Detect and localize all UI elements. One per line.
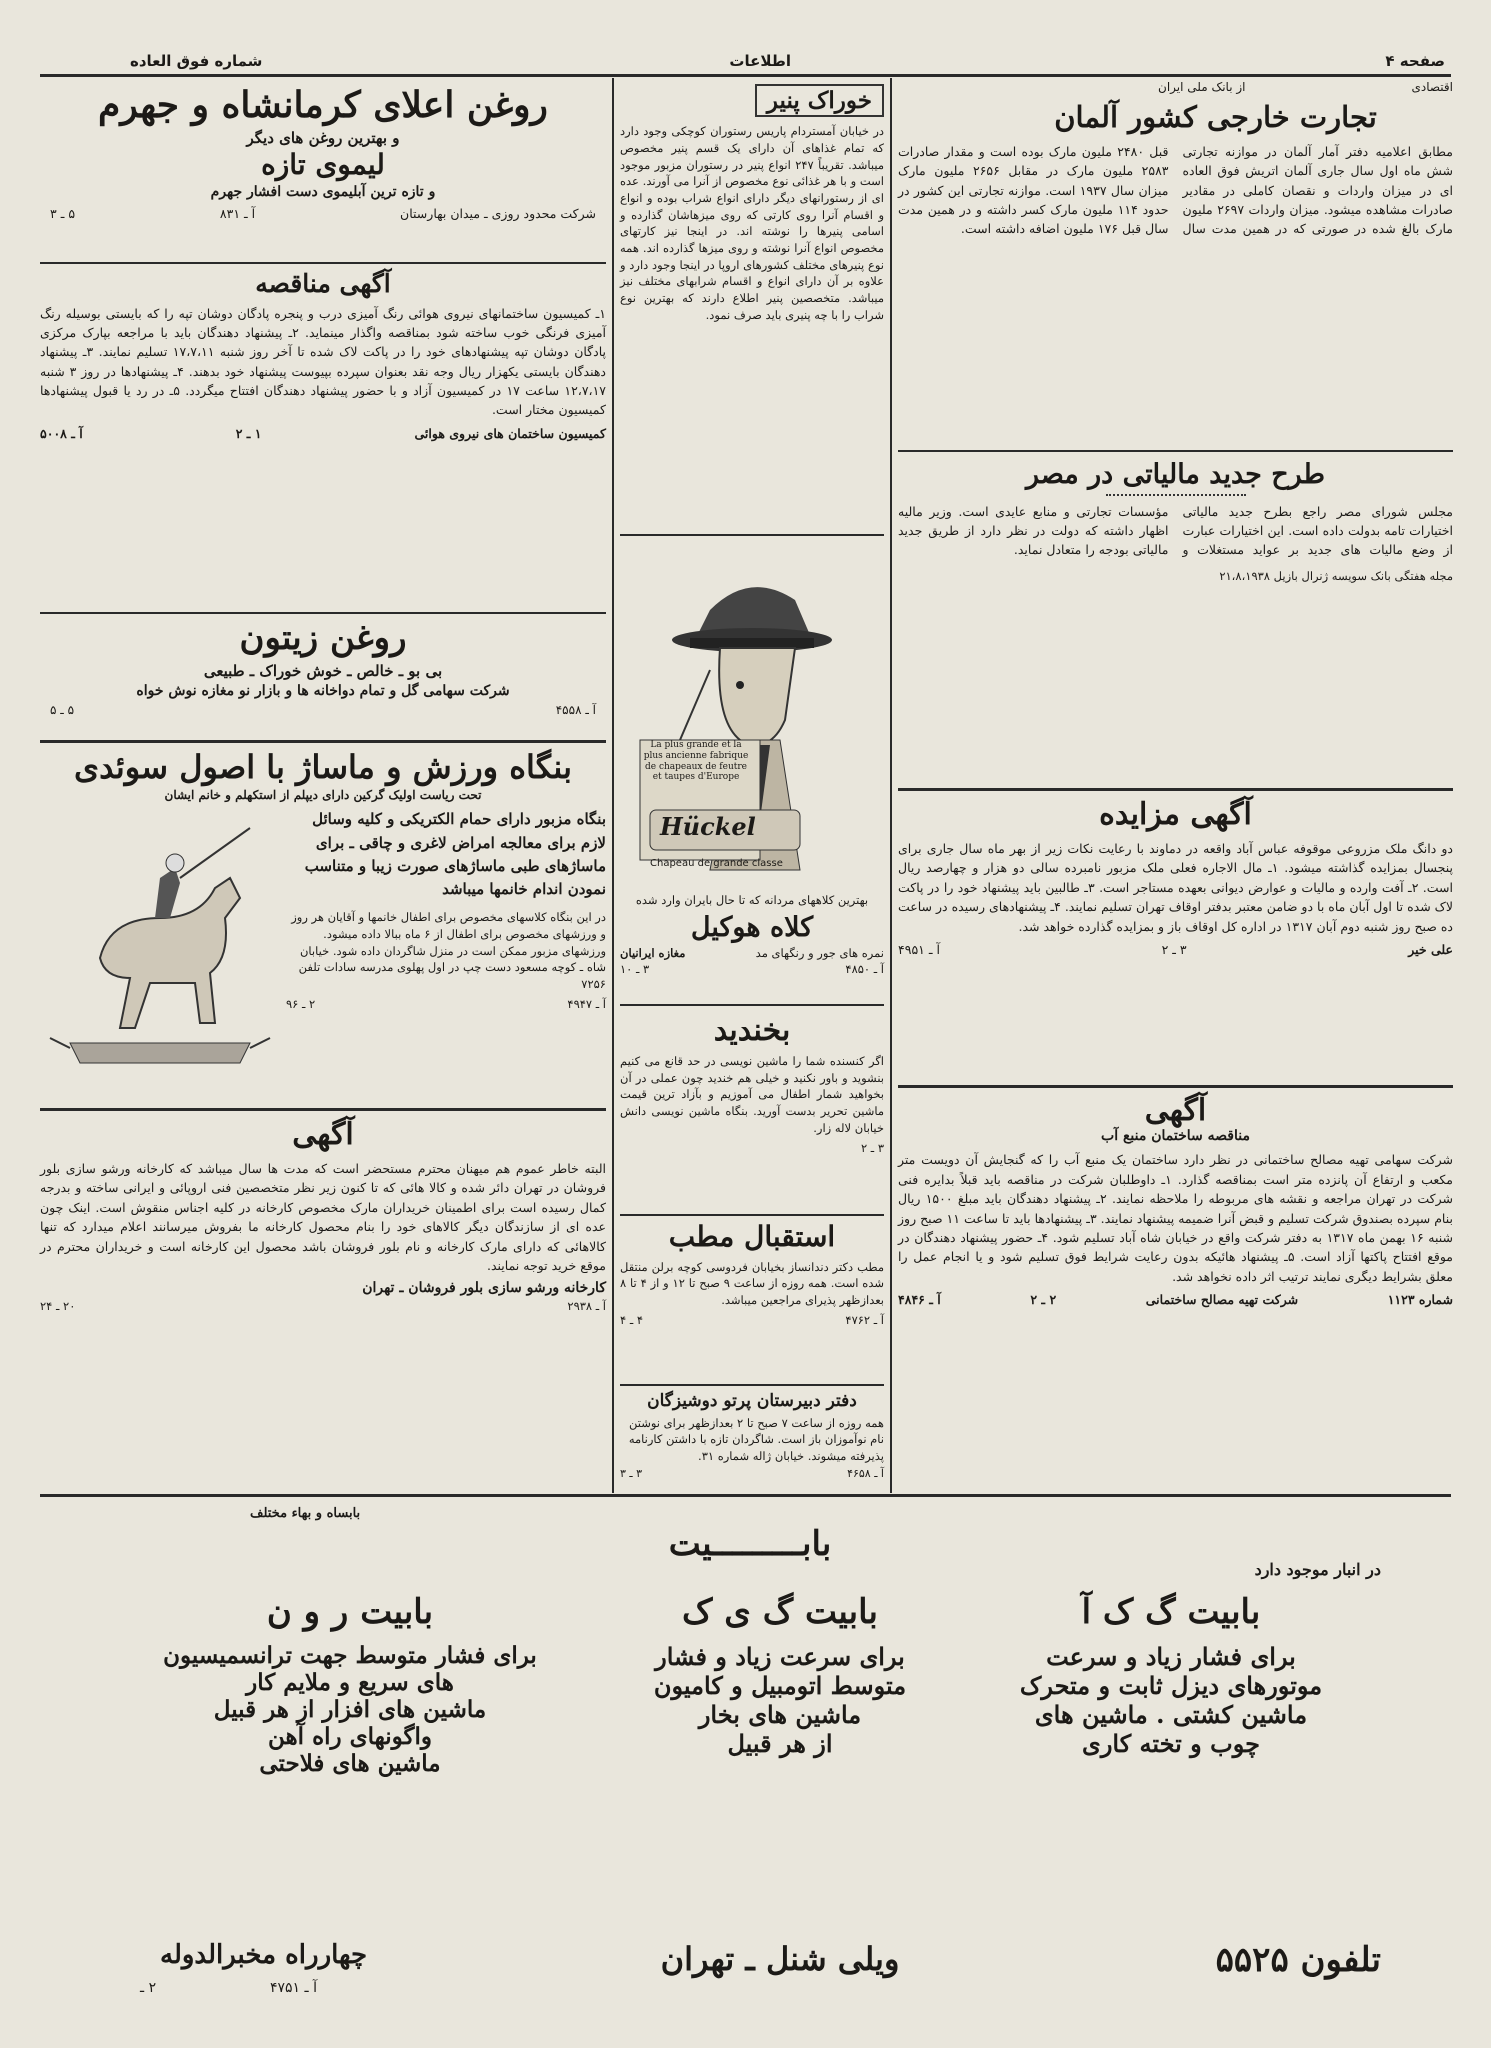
auction-title: آگهی مزایده bbox=[1099, 797, 1252, 832]
notice-body: شرکت سهامی تهیه مصالح ساختمانی در نظر دارد ساختمان یک منبع آب را که گنجایش آن دویست متر مکعب و ارتفاع آن پانزده متر است بمناقصه گذارد. ۱ـ داوطلبان شرکت در مناقصه باید قبلاً بدایره فنی شرکت در تهران مراجعه و نقشه های مربوطه را ملاحظه نمایند. ۲ـ پیشنهاد دهندگان باید مبلغ ۱۵۰۰ ریال بنام سپرده بصندوق شرکت تسلیم و قبض آنرا ضمیمه پیشنهاد نمایند. ۳ـ پیشنهادها باید تا ساعت ۱۱ صبح روز شنبه ۱۶ بهمن ماه ۱۳۱۷ به دفتر شرکت واقع در خیابان شاه آباد تسلیم شود. ۴ـ حضور پیشنهاد دهندگان در موقع افتتاح پاکتها آزاد است. ۵ـ پیشنهاد هائیکه بدون رعایت شرایط فوق تسلیم شود و یا انجام عمل را معلق بشرایط دیگری نمایند ترتیب اثر داده نخواهد شد. bbox=[898, 1152, 1454, 1284]
babbitt-mid-line: متوسط اتومبیل و کامیون bbox=[653, 1671, 907, 1700]
babbitt-left-line: ماشین های افزار از هر قبیل bbox=[213, 1696, 487, 1723]
oil-reference: آ ـ ۸۳۱ bbox=[219, 206, 256, 222]
gym-ad bbox=[40, 746, 606, 1106]
babbitt-number: ۲ ـ bbox=[140, 1980, 157, 1996]
notice-title: آگهی bbox=[1144, 1093, 1207, 1128]
column-rule-left bbox=[612, 78, 614, 1493]
crystal-notice-body: البته خاطر عموم هم میهنان محترم مستحضر است که مدت ها سال میباشد که کارخانه ورشو سازی بلور فروشان در تهران دائر شده و کالا هائی که تا کنون زیر نظر متخصصین فنی اروپائی و ایرانی ساخته و بدرجه کمال رسیده است برای اطمینان خریداران مارک مخصوص کارخانه در کلیه اجناس منقوش است. اینک چون عده ای از سازندگان دیگر کالاهای خود را بنام محصول کارخانه ما بفروش میرسانند اعلام میدارد که تنها کالاهائی که دارای مارک کارخانه و نام بلور فروشان باشد محصول این کارخانه است و خریداران محترم در موقع خرید توجه نمایند. bbox=[40, 1161, 606, 1273]
oil-number: ۵ ـ ۳ bbox=[50, 206, 76, 222]
babbitt-headline: بابـــــــــیت bbox=[668, 1524, 832, 1564]
tender-reference: آ ـ ۵۰۰۸ bbox=[40, 425, 83, 441]
article-body-2: مجلس شورای مصر راجع بطرح جدید مالیاتی اختیارات تامه بدولت داده است. این اختیارات عبارت از وضع مالیات های جدید بر عواید مستغلات و مؤسسات تجارتی و منابع عایدی است. وزیر مالیه اظهار داشته که دولت در نظر دارد از طریق جدید مالیاتی بودجه را متعادل نماید. bbox=[898, 503, 1453, 558]
section-kicker: اقتصادی bbox=[1411, 80, 1453, 94]
gym-number: ۲ ـ ۹۶ bbox=[286, 996, 316, 1011]
gym-title: بنگاه ورزش و ماساژ با اصول سوئدی bbox=[74, 748, 572, 786]
economy-section bbox=[898, 80, 1453, 440]
water-tank-tender bbox=[898, 1092, 1453, 1492]
school-ad bbox=[620, 1390, 884, 1490]
cheese-body: در خیابان آمستردام پاریس رستوران کوچکی وجود دارد که تمام غذاهای آن دارای یک قسم پنیر مخصوص میباشد. تقریباً ۲۴۷ انواع پنیر در رستوران مزبور موجود است و با هر غذائی نوع مخصوص از آنرا می آورند. عده ای از رستورانهای دیگر دارای انواع شراب بوده و انواع و اقسام آنرا روی کارتی که روی میزهاشان گذارده و اسامی پنیرها را نوشته اند. در اینجا نیز کارتهای مخصوص انواع آنرا نوشته و روی میزها گذارده اند. همه نوع پنیرهای مختلف کشورهای اروپا در اینجا وجود دارد و علاوه بر آن دارای انواع و اقسام شرابهای مختلف نیز میباشد. متخصصین پنیر اطلاع دارند که بهترین نوع شراب را با چه پنیری باید صرف نمود. bbox=[620, 124, 884, 322]
crystal-notice-title: آگهی bbox=[292, 1117, 354, 1152]
dotted-divider bbox=[1106, 494, 1246, 496]
hat-text: بهترین کلاههای مردانه که تا حال بایران وارد شده bbox=[635, 893, 869, 907]
horse-rider-illustration bbox=[40, 808, 280, 1078]
babbitt-left-line: های سریع و ملایم کار bbox=[246, 1669, 454, 1696]
auction-number: ۳ ـ ۲ bbox=[1161, 941, 1187, 957]
divider bbox=[620, 534, 884, 536]
babbitt-column-left bbox=[130, 1592, 570, 1777]
olive-oil-ad bbox=[40, 616, 606, 738]
column-rule-right bbox=[890, 78, 892, 1493]
babbitt-phone: تلفون ۵۵۲۵ bbox=[1215, 1940, 1381, 1980]
hat-sizes: نمره های جور و رنگهای مد bbox=[755, 946, 884, 961]
masthead-rule bbox=[40, 74, 1451, 77]
gym-reference: آ ـ ۴۹۴۷ bbox=[567, 996, 606, 1011]
babbitt-left-line: ماشین های فلاحتی bbox=[259, 1750, 441, 1777]
oil-ad bbox=[40, 80, 606, 262]
hat-reference: آ ـ ۴۸۵۰ bbox=[845, 962, 884, 977]
lemon-title: لیموی تازه bbox=[261, 148, 385, 182]
babbitt-reference: آ ـ ۴۷۵۱ bbox=[270, 1980, 317, 1996]
babbitt-right-line: موتورهای دیزل ثابت و متحرک bbox=[1019, 1671, 1323, 1700]
clinic-title: استقبال مطب bbox=[668, 1220, 836, 1253]
clinic-ad bbox=[620, 1220, 884, 1380]
divider bbox=[40, 612, 606, 614]
olive-title: روغن زیتون bbox=[239, 618, 407, 658]
babbitt-address: چهارراه مخبرالدوله bbox=[160, 1940, 368, 1970]
tender-body: ۱ـ کمیسیون ساختمانهای نیروی هوائی رنگ آمیزی درب و پنجره پادگان دوشان تپه را که بایستی بوسیله رنگ آمیزی فرنگی خوب ساخته شود بمناقصه واگذار مینماید. ۲ـ پیشنهاد دهندگان باید با مراجعه بپارک مرکزی پادگان دوشان تپه پیشنهادهای خود را در پاکت لاک شده تا آخر روز شنبه ۱۷،۷،۱۱ تسلیم نمایند. ۳ـ پیشنهاد دهندگان بایستی یکهزار ریال وجه نقد بعنوان سپرده بپیوست پیشنهاد خود بدهند. ۴ـ پیشنهادها در روز ۳ شنبه ۱۲،۷،۱۷ ساعت ۱۷ در کمیسیون آزاد و با حضور پیشنهاد دهندگان افتتاح میگردد. ۵ـ در رد یا قبول پیشنهادها کمیسیون مختار است. bbox=[40, 305, 606, 418]
gym-body-2: در این بنگاه کلاسهای مخصوص برای اطفال خانمها و آقایان هر روز و ورزشهای مخصوص برای اطفال از ۶ ماه ببالا داده میشود. ورزشهای مزبور ممکن است در منزل شاگردان داده شود. خیابان شاه ـ کوچه مسعود دست چپ در اول پهلوی مدرسه سادات تلفن ۷۲۵۶ bbox=[291, 910, 606, 992]
notice-subtitle: مناقصه ساختمان منبع آب bbox=[1101, 1128, 1250, 1144]
babbitt-column-right bbox=[961, 1592, 1381, 1758]
newspaper-name: اطلاعات bbox=[729, 52, 791, 70]
corner-note: بابساه و بهاء مختلف bbox=[250, 1506, 361, 1521]
clinic-number: ۴ ـ ۴ bbox=[620, 1312, 644, 1327]
babbitt-left-line: برای فشار متوسط جهت ترانسمیسیون bbox=[163, 1642, 537, 1669]
article-title-2: طرح جدید مالیاتی در مصر bbox=[1025, 459, 1326, 490]
laugh-ad bbox=[620, 1010, 884, 1210]
clinic-reference: آ ـ ۴۷۶۲ bbox=[845, 1312, 884, 1327]
divider bbox=[898, 1085, 1453, 1088]
notice-reference: آ ـ ۴۸۴۶ bbox=[898, 1292, 941, 1308]
divider bbox=[40, 1108, 606, 1111]
tender-number: ۱ ـ ۲ bbox=[235, 425, 262, 441]
page-number: صفحه ۴ bbox=[1385, 52, 1445, 70]
gym-subtitle: تحت ریاست اولیک گرکین دارای دیپلم از استکهلم و خانم ایشان bbox=[164, 788, 482, 803]
babbitt-left-line: واگونهای راه آهن bbox=[268, 1723, 432, 1750]
babbitt-right-line: برای فشار زیاد و سرعت bbox=[1046, 1642, 1296, 1671]
school-body: همه روزه از ساعت ۷ صبح تا ۲ بعدازظهر برای نوشتن نام نوآموزان باز است. شاگردان تازه با داشتن کارنامه پذیرفته میشوند. خیابان ژاله شماره ۳۱. bbox=[628, 1415, 884, 1464]
crystal-factory-notice bbox=[40, 1114, 606, 1494]
babbitt-right-line: چوب و تخته کاری bbox=[1082, 1729, 1260, 1758]
article-body: مطابق اعلامیه دفتر آمار آلمان در موازنه تجارتی شش ماه اول سال جاری آلمان اتریش فوق العاده ای در میزان واردات و نقصان کاملی در مقادیر صادرات مشاهده میشود. میزان واردات ۲۶۹۷ ملیون مارک بالغ شده در صورتی که در همین مدت سال قبل ۲۴۸۰ ملیون مارک بوده است و مقدار صادرات ۲۵۸۳ ملیون مارک در مقابل ۲۶۵۶ ملیون مارک میزان سال ۱۹۳۷ است. موازنه تجارتی این کشور در حدود ۱۱۴ ملیون مارک کسر داشته و در همین مدت سال قبل ۱۷۶ ملیون اضافه داشته است. bbox=[898, 143, 1454, 237]
babbitt-mid-line: ماشین های بخار bbox=[698, 1700, 862, 1729]
lemon-subtitle: و تازه ترین آبلیموی دست افشار جهرم bbox=[210, 183, 436, 200]
divider bbox=[898, 788, 1453, 791]
babbitt-column-middle bbox=[580, 1592, 980, 1758]
school-title: دفتر دبیرستان پرتو دوشیزگان bbox=[647, 1391, 857, 1411]
hat-caption: La plus grande et la plus ancienne fabrique de chapeaux de feutre et taupes d'Europe bbox=[643, 740, 749, 783]
babbitt-mid-line: برای سرعت زیاد و فشار bbox=[655, 1642, 905, 1671]
notice-signature: شرکت تهیه مصالح ساختمانی bbox=[1145, 1292, 1299, 1308]
babbitt-company: ویلی شنل ـ تهران bbox=[660, 1940, 900, 1978]
divider bbox=[40, 262, 606, 264]
babbitt-left-title: بابیت ر و ن bbox=[266, 1592, 434, 1632]
divider bbox=[40, 740, 606, 743]
olive-subtitle: بی بو ـ خالص ـ خوش خوراک ـ طبیعی bbox=[203, 662, 443, 681]
divider bbox=[898, 450, 1453, 452]
tender-signature: کمیسیون ساختمان های نیروی هوائی bbox=[414, 425, 606, 441]
notice-count: ۲ ـ ۲ bbox=[1030, 1292, 1057, 1308]
hat-brand: Hückel bbox=[660, 812, 756, 841]
olive-company: شرکت سهامی گل و تمام دواخانه ها و بازار نو مغازه نوش خواه bbox=[136, 682, 510, 699]
auction-body: دو دانگ ملک مزروعی موقوفه عباس آباد واقعه در دماوند با رعایت نکات زیر از بهر ماه سال جاری برای پنجسال بمزایده گذاشته میشود. ۱ـ مال الاجاره فعلی ملک مزبور نامبرده سالی دو هزار و چهارصد ریال است. ۲ـ آفت وارده و مالیات و عوارض دیوانی بعهده مستاجر است. ۳ـ طالبین باید پیشنهاد خود را در پاکت لاک شده تا اول آبان ماه با دو ضامن معتبر بدفتر اوقاف تهران تسلیم نمایند. ۴ـ پیشنهادهای رسیده در ساعت ده صبح روز شنبه دوم آبان ۱۳۱۷ در اداره کل اوقاف باز و بمزایده گذارده خواهد شد. bbox=[898, 841, 1454, 934]
hat-ad bbox=[620, 540, 884, 1000]
clinic-body: مطب دکتر دندانساز بخیابان فردوسی کوچه برلن منتقل شده است. همه روزه از ساعت ۹ صبح تا ۱۲ و از ۴ تا ۸ بعدازظهر پذیرای مراجعین میباشد. bbox=[620, 1259, 885, 1308]
oil-subtitle: و بهترین روغن های دیگر bbox=[246, 128, 400, 147]
babbitt-mid-title: بابیت گ ی ک bbox=[682, 1592, 878, 1632]
hat-tagline: Chapeau de grande classe bbox=[650, 858, 783, 869]
notice-number: شماره ۱۱۲۳ bbox=[1387, 1292, 1453, 1308]
cheese-title: خوراک پنیر bbox=[755, 84, 884, 117]
babbitt-right-title: بابیت گ ک آ bbox=[1081, 1592, 1261, 1632]
auction-signature: علی خیر bbox=[1408, 941, 1453, 957]
article-title: تجارت خارجی کشور آلمان bbox=[1054, 100, 1377, 134]
bottom-ad-rule bbox=[40, 1494, 1451, 1497]
crystal-notice-signature: کارخانه ورشو سازی بلور فروشان ـ تهران bbox=[362, 1280, 606, 1297]
stock-note: در انبار موجود دارد bbox=[1254, 1560, 1381, 1579]
babbitt-mid-line: از هر قبیل bbox=[727, 1729, 833, 1758]
gym-body: بنگاه مزبور دارای حمام الکتریکی و کلیه وسائل لازم برای معالجه امراض لاغری و چاقی ـ برای ماساژهای طبی ماساژهای صورت زیبا و متناسب نمودن اندام خانمها میباشد bbox=[304, 810, 606, 899]
laugh-reference: ۳ ـ ۲ bbox=[860, 1141, 884, 1156]
cheese-article bbox=[620, 80, 884, 530]
issue-label: شماره فوق العاده bbox=[130, 52, 263, 70]
article-source-2: مجله هفتگی بانک سویسه ژنرال بازیل ۲۱،۸،۱۹۳۸ bbox=[1219, 568, 1453, 583]
oil-company: شرکت محدود روزی ـ میدان بهارستان bbox=[400, 206, 596, 222]
tender-ad bbox=[40, 266, 606, 612]
divider bbox=[620, 1384, 884, 1386]
section-source: از بانک ملی ایران bbox=[1158, 80, 1246, 94]
laugh-body: اگر کنسنده شما را ماشین نویسی در حد قانع می کنیم بنشوید و باور نکنید و خیلی هم خندید چون عملی در آن بخواهید شمار اطفال می آموزیم و بآزاد ترین قیمت ماشین تحریر بدست آورید. بنگاه ماشین نویسی دانش خیابان لاله زار. bbox=[620, 1054, 884, 1135]
divider bbox=[620, 1004, 884, 1006]
crystal-notice-number: ۲۰ ـ ۲۴ bbox=[40, 1298, 76, 1313]
tender-title: آگهی مناقصه bbox=[255, 269, 391, 298]
auction-reference: آ ـ ۴۹۵۱ bbox=[898, 941, 940, 957]
babbitt-right-line: ماشین کشتی . ماشین های bbox=[1034, 1700, 1308, 1729]
hat-number: ۳ ـ ۱۰ bbox=[620, 962, 650, 977]
olive-reference: آ ـ ۴۵۵۸ bbox=[555, 703, 596, 718]
tax-article bbox=[898, 456, 1453, 786]
school-reference: آ ـ ۴۶۵۸ bbox=[847, 1466, 884, 1480]
school-number: ۳ ـ ۳ bbox=[620, 1466, 643, 1480]
hat-title: کلاه هوکیل bbox=[690, 911, 814, 943]
crystal-notice-reference: آ ـ ۲۹۳۸ bbox=[567, 1298, 606, 1313]
babbitt-ad bbox=[40, 1500, 1451, 2020]
laugh-title: بخندید bbox=[713, 1013, 791, 1048]
hat-store: مغازه ایرانیان bbox=[620, 946, 686, 961]
divider bbox=[620, 1214, 884, 1216]
olive-number: ۵ ـ ۵ bbox=[50, 703, 75, 718]
auction-ad bbox=[898, 794, 1453, 1082]
oil-title: روغن اعلای کرمانشاه و جهرم bbox=[98, 84, 548, 126]
